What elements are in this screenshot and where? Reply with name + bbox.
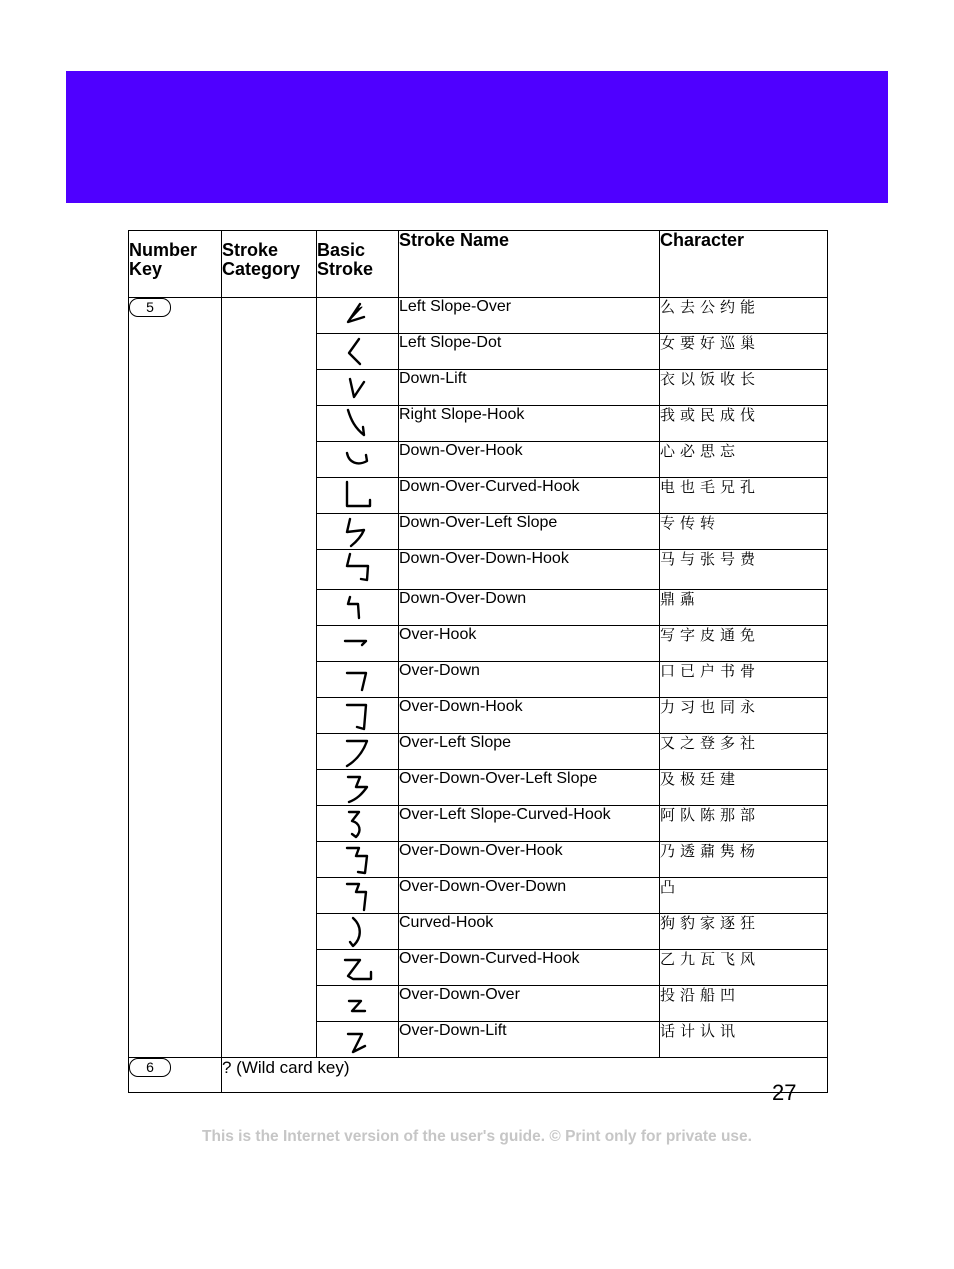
down-over-down-hook-stroke-icon (340, 551, 376, 585)
stroke-name-cell: Curved-Hook (399, 914, 660, 950)
basic-stroke-cell (317, 842, 399, 878)
character-cell: 及极廷建 (660, 770, 828, 806)
page-number: 27 (772, 1080, 797, 1105)
character-cell: 口已户书骨 (660, 662, 828, 698)
table-row (129, 298, 828, 334)
basic-stroke-cell (317, 370, 399, 406)
stroke-name-cell: Over-Down-Curved-Hook (399, 950, 660, 986)
stroke-name-cell: Down-Over-Left Slope (399, 514, 660, 550)
character-cell: 狗豹家逐狂 (660, 914, 828, 950)
down-over-down-stroke-icon (340, 591, 376, 625)
down-over-curved-hook-stroke-icon (340, 479, 376, 513)
character-cell: 又之登多社 (660, 734, 828, 770)
basic-stroke-cell (317, 734, 399, 770)
header-basic-stroke: Basic Stroke (317, 231, 399, 298)
basic-stroke-cell (317, 770, 399, 806)
over-down-curved-hook-stroke-icon (340, 951, 376, 985)
basic-stroke-cell (317, 590, 399, 626)
character-cell: 乙九瓦飞风 (660, 950, 828, 986)
character-cell: 鼎鼒 (660, 590, 828, 626)
basic-stroke-cell (317, 878, 399, 914)
header-character: Character (660, 231, 828, 298)
character-cell: 乃透鼐隽杨 (660, 842, 828, 878)
over-down-over-stroke-icon (340, 987, 376, 1021)
stroke-name-cell: Over-Hook (399, 626, 660, 662)
over-left-slope-curved-hook-stroke-icon (340, 807, 376, 841)
stroke-name-cell: Over-Down-Over (399, 986, 660, 1022)
character-cell: 心必思忘 (660, 442, 828, 478)
over-down-hook-stroke-icon (340, 699, 376, 733)
header-banner (66, 71, 888, 203)
stroke-name-cell: Down-Lift (399, 370, 660, 406)
header-stroke-name: Stroke Name (399, 231, 660, 298)
header-number-key: Number Key (129, 231, 222, 298)
wild-card-label: ? (Wild card key) (222, 1058, 828, 1093)
stroke-name-cell: Down-Over-Hook (399, 442, 660, 478)
basic-stroke-cell (317, 986, 399, 1022)
curved-hook-stroke-icon (340, 915, 376, 949)
basic-stroke-cell (317, 914, 399, 950)
stroke-name-cell: Over-Left Slope-Curved-Hook (399, 806, 660, 842)
over-down-stroke-icon (340, 663, 376, 697)
basic-stroke-cell (317, 298, 399, 334)
character-cell: 写字皮通免 (660, 626, 828, 662)
character-cell: 专传转 (660, 514, 828, 550)
stroke-name-cell: Over-Left Slope (399, 734, 660, 770)
basic-stroke-cell (317, 950, 399, 986)
stroke-category-cell (222, 298, 317, 1058)
over-down-over-down-stroke-icon (340, 879, 376, 913)
basic-stroke-cell (317, 806, 399, 842)
character-cell: 阿队陈那部 (660, 806, 828, 842)
character-cell: 女要好巡巢 (660, 334, 828, 370)
left-slope-over-stroke-icon (340, 299, 376, 333)
stroke-name-cell: Over-Down-Hook (399, 698, 660, 734)
basic-stroke-cell (317, 1022, 399, 1058)
basic-stroke-cell (317, 442, 399, 478)
stroke-name-cell: Over-Down-Over-Down (399, 878, 660, 914)
over-left-slope-stroke-icon (340, 735, 376, 769)
character-cell: 么去公约能 (660, 298, 828, 334)
over-hook-stroke-icon (340, 627, 376, 661)
stroke-name-cell: Down-Over-Down-Hook (399, 550, 660, 590)
key-cell-5 (129, 298, 222, 1058)
stroke-name-cell: Right Slope-Hook (399, 406, 660, 442)
over-down-lift-stroke-icon (340, 1023, 376, 1057)
stroke-name-cell: Over-Down-Lift (399, 1022, 660, 1058)
down-over-hook-stroke-icon (340, 443, 376, 477)
character-cell: 凸 (660, 878, 828, 914)
basic-stroke-cell (317, 478, 399, 514)
down-lift-stroke-icon (340, 371, 376, 405)
character-cell: 我或民成伐 (660, 406, 828, 442)
basic-stroke-cell (317, 406, 399, 442)
stroke-name-cell: Down-Over-Curved-Hook (399, 478, 660, 514)
key-5-icon: 5 (129, 298, 171, 317)
character-cell: 马与张号费 (660, 550, 828, 590)
left-slope-dot-stroke-icon (340, 335, 376, 369)
over-down-over-hook-stroke-icon (340, 843, 376, 877)
basic-stroke-cell (317, 698, 399, 734)
key-cell-6 (129, 1058, 222, 1093)
right-slope-hook-stroke-icon (340, 407, 376, 441)
character-cell: 力习也同永 (660, 698, 828, 734)
table-header-row (129, 231, 828, 298)
over-down-over-left-slope-stroke-icon (340, 771, 376, 805)
stroke-name-cell: Left Slope-Over (399, 298, 660, 334)
key-6-icon: 6 (129, 1058, 171, 1077)
basic-stroke-cell (317, 662, 399, 698)
stroke-name-cell: Left Slope-Dot (399, 334, 660, 370)
basic-stroke-cell (317, 550, 399, 590)
wild-card-row (129, 1058, 828, 1093)
character-cell: 投沿船凹 (660, 986, 828, 1022)
character-cell: 话计认讯 (660, 1022, 828, 1058)
stroke-table (128, 230, 828, 1093)
down-over-left-slope-stroke-icon (340, 515, 376, 549)
basic-stroke-cell (317, 626, 399, 662)
footer-note: This is the Internet version of the user's guide. © Print only for private use. (202, 1128, 752, 1145)
basic-stroke-cell (317, 514, 399, 550)
stroke-name-cell: Over-Down-Over-Left Slope (399, 770, 660, 806)
stroke-name-cell: Over-Down (399, 662, 660, 698)
basic-stroke-cell (317, 334, 399, 370)
stroke-name-cell: Over-Down-Over-Hook (399, 842, 660, 878)
character-cell: 衣以饭收长 (660, 370, 828, 406)
header-stroke-category: Stroke Category (222, 231, 317, 298)
stroke-name-cell: Down-Over-Down (399, 590, 660, 626)
character-cell: 电也毛兄孔 (660, 478, 828, 514)
